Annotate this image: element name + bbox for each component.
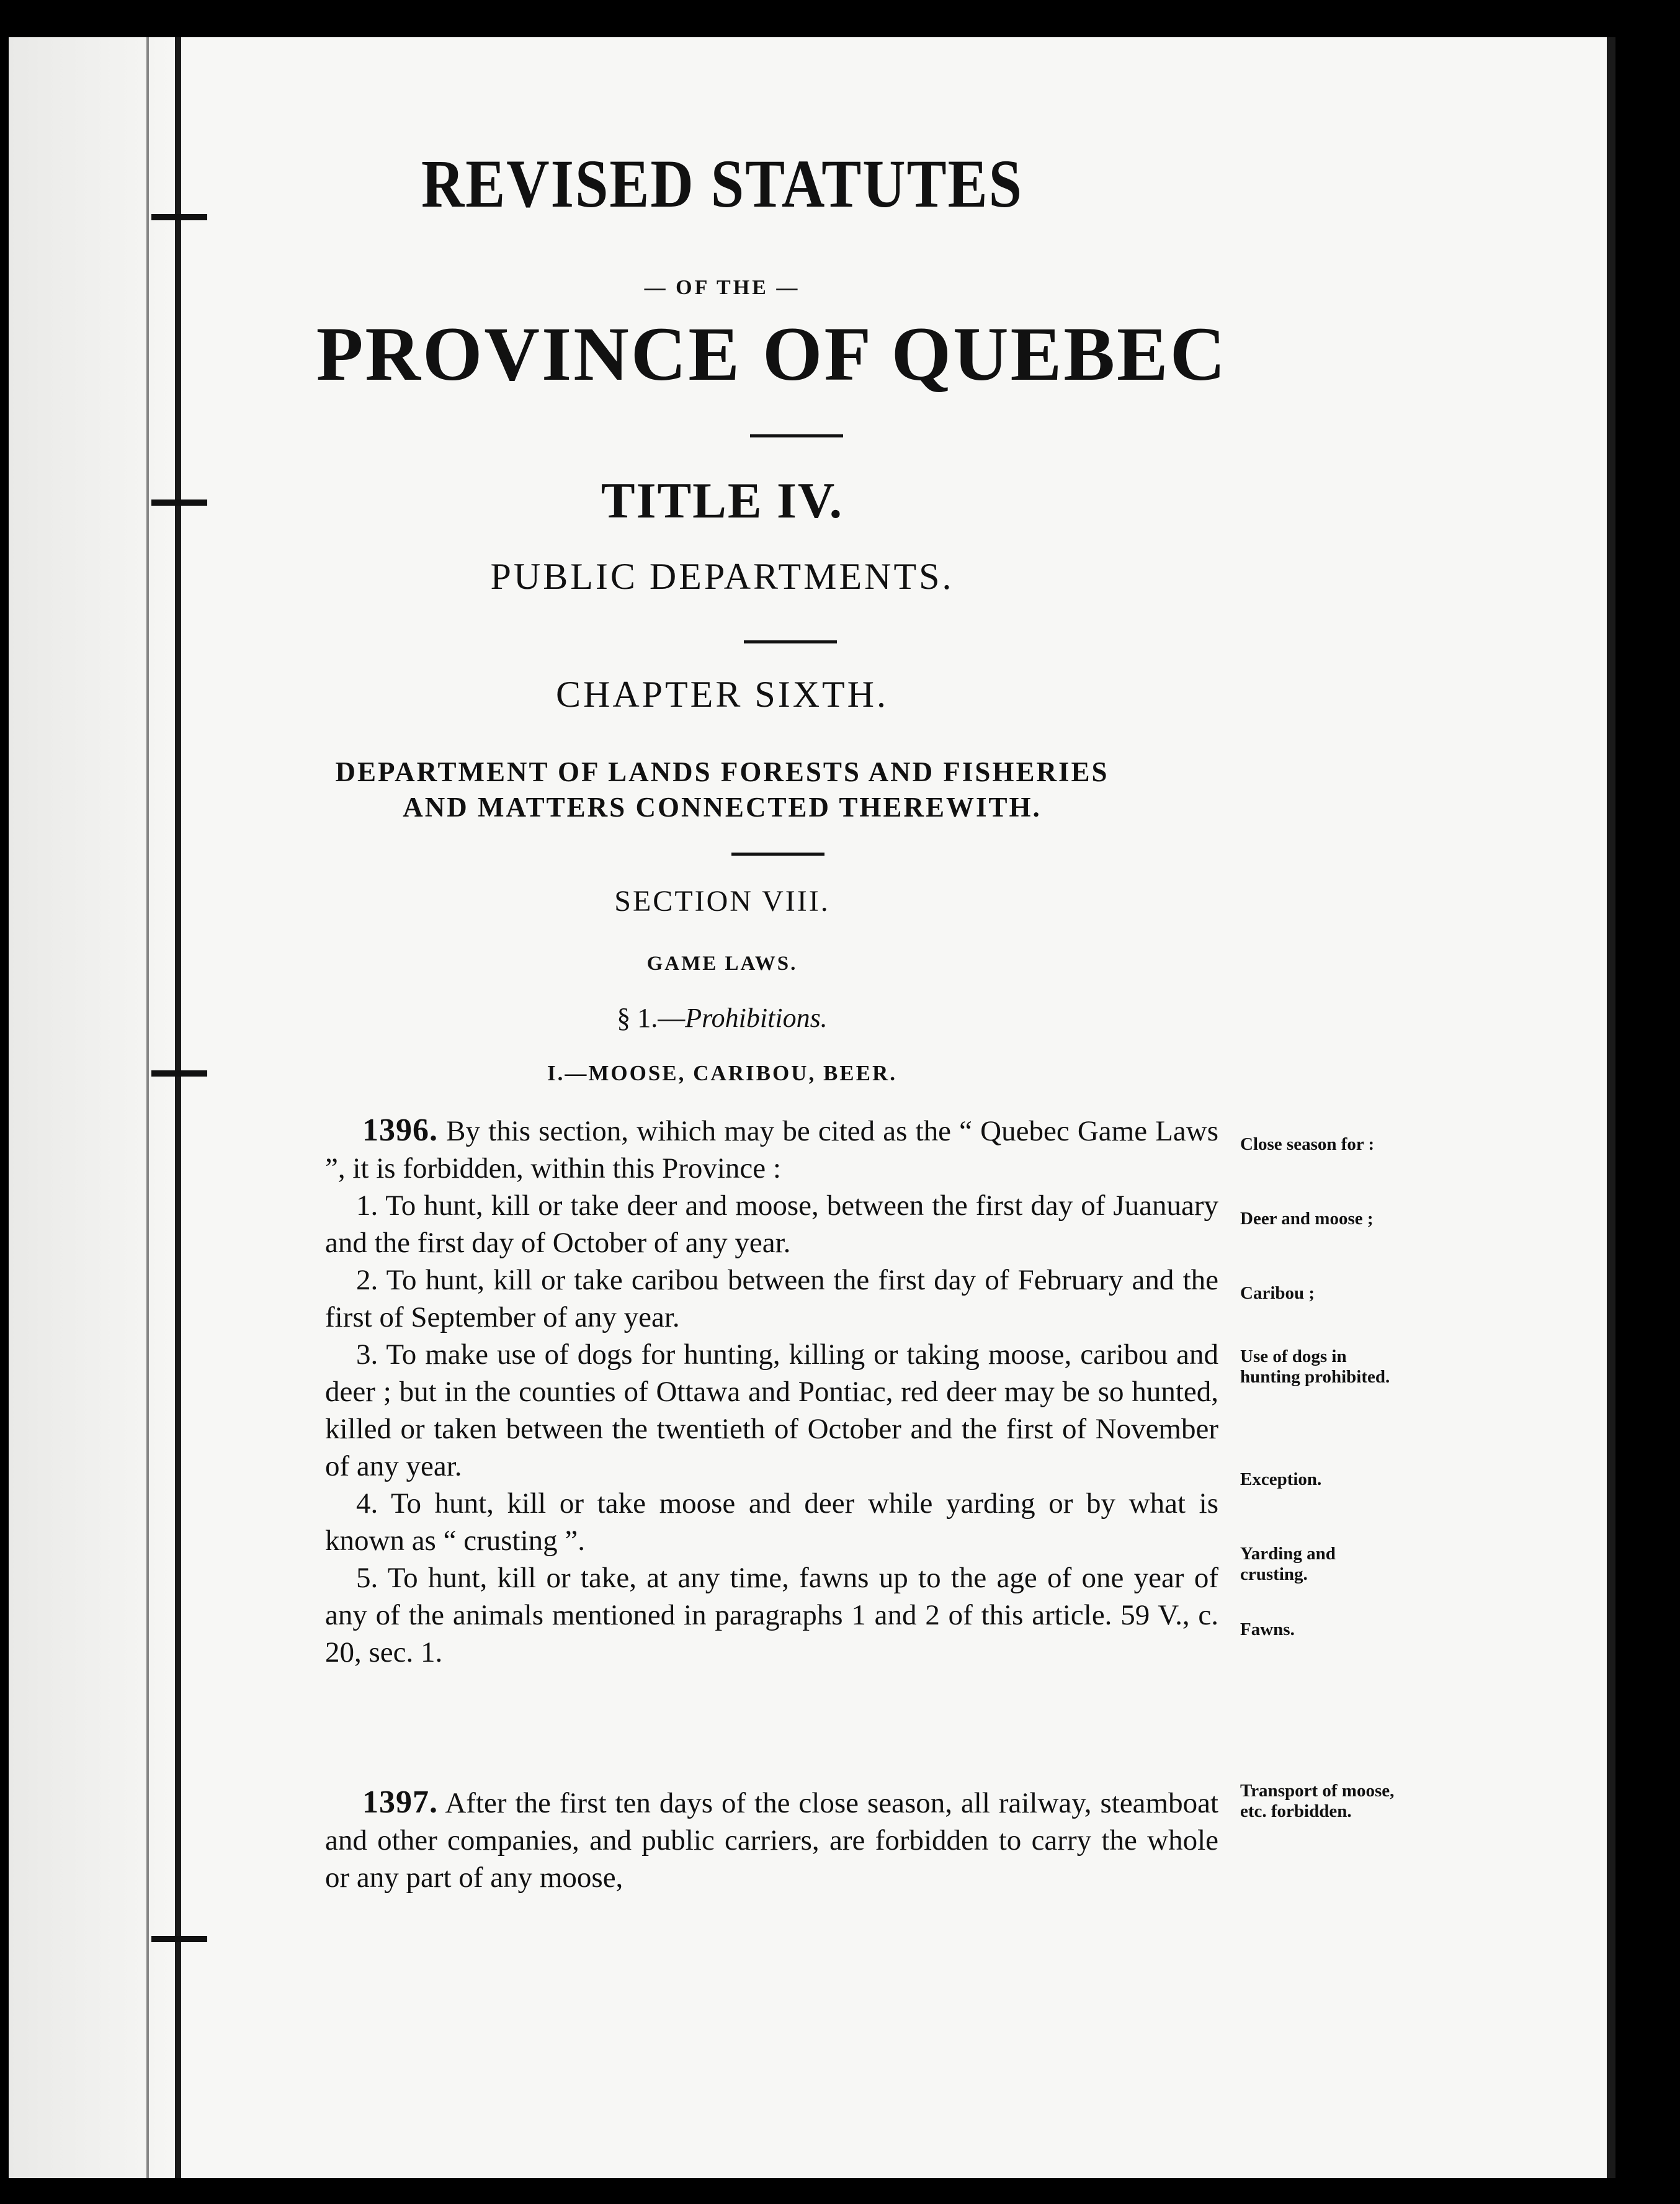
binding-stitch <box>151 214 207 220</box>
margin-note: Transport of moose, etc. forbidden. <box>1240 1781 1395 1821</box>
article-text: By this section, wihich may be cited as the “ Quebec Game Laws ”, it is forbidden, within this Province : <box>325 1115 1218 1185</box>
department-heading-line1: DEPARTMENT OF LANDS FORESTS AND FISHERIES <box>335 756 1109 787</box>
margin-note: Close season for : <box>1240 1134 1375 1154</box>
paragraph-prefix: § 1.— <box>617 1003 686 1033</box>
title-subheading: PUBLIC DEPARTMENTS. <box>490 556 954 597</box>
game-laws-heading: GAME LAWS. <box>646 952 798 975</box>
article-1397 <box>325 1784 1218 1896</box>
paragraph-heading <box>337 1002 1107 1034</box>
spine-shadow <box>146 37 149 2178</box>
binding-gutter <box>9 37 189 2178</box>
statutes-heading: REVISED STATUTES <box>421 145 1024 222</box>
page-edge <box>1607 37 1615 2178</box>
article-number: 1396. <box>362 1113 438 1148</box>
list-item: 1. To hunt, kill or take deer and moose, between the first day of Juanuary and the first day of October of any year. <box>325 1189 1218 1259</box>
article-number: 1397. <box>362 1785 438 1820</box>
paragraph-title: Prohibitions. <box>685 1003 828 1033</box>
list-item: 3. To make use of dogs for hunting, killing or taking moose, caribou and deer ; but in the counties of Ottawa and Pontiac, red deer may be so hunted, killed or taken between the twentieth of October and the first of November of any year. <box>325 1338 1218 1482</box>
article-1396 <box>325 1112 1218 1671</box>
list-item: 4. To hunt, kill or take moose and deer while yarding or by what is known as “ crusting ”. <box>325 1487 1218 1557</box>
list-item: 5. To hunt, kill or take, at any time, fawns up to the age of one year of any of the animals mentioned in paragraphs 1 and 2 of this article. 59 V., c. 20, sec. 1. <box>325 1562 1218 1669</box>
binding-stitch <box>151 1936 207 1942</box>
moose-subheading: I.—MOOSE, CARIBOU, BEER. <box>547 1061 898 1085</box>
divider-rule <box>744 640 837 643</box>
document-page <box>9 37 1615 2178</box>
margin-note: Use of dogs in hunting prohibited. <box>1240 1346 1390 1387</box>
article-1397-text <box>325 1784 1218 1896</box>
article-1396-intro <box>325 1112 1218 1187</box>
section-heading: SECTION VIII. <box>614 885 830 918</box>
binding-stitch <box>151 1070 207 1077</box>
margin-note: Caribou ; <box>1240 1283 1315 1303</box>
province-heading: PROVINCE OF QUEBEC <box>316 311 1228 396</box>
title-heading: TITLE IV. <box>601 472 844 529</box>
margin-note: Deer and moose ; <box>1240 1209 1374 1229</box>
divider-rule <box>750 434 843 437</box>
binding-stitch <box>151 499 207 506</box>
spine-line <box>175 37 181 2178</box>
margin-note: Fawns. <box>1240 1619 1295 1639</box>
list-item: 2. To hunt, kill or take caribou between the first day of February and the first of September of any year. <box>325 1264 1218 1333</box>
margin-note: Exception. <box>1240 1469 1322 1489</box>
of-the-line: — OF THE — <box>644 276 800 299</box>
divider-rule <box>731 853 824 856</box>
article-text: After the first ten days of the close season, all railway, steamboat and other companies, and public carriers, are forbidden to carry the whole or any part of any moose, <box>325 1787 1218 1894</box>
margin-note: Yarding and crusting. <box>1240 1544 1336 1584</box>
chapter-heading: CHAPTER SIXTH. <box>555 674 889 715</box>
department-heading-line2: AND MATTERS CONNECTED THEREWITH. <box>403 792 1042 823</box>
